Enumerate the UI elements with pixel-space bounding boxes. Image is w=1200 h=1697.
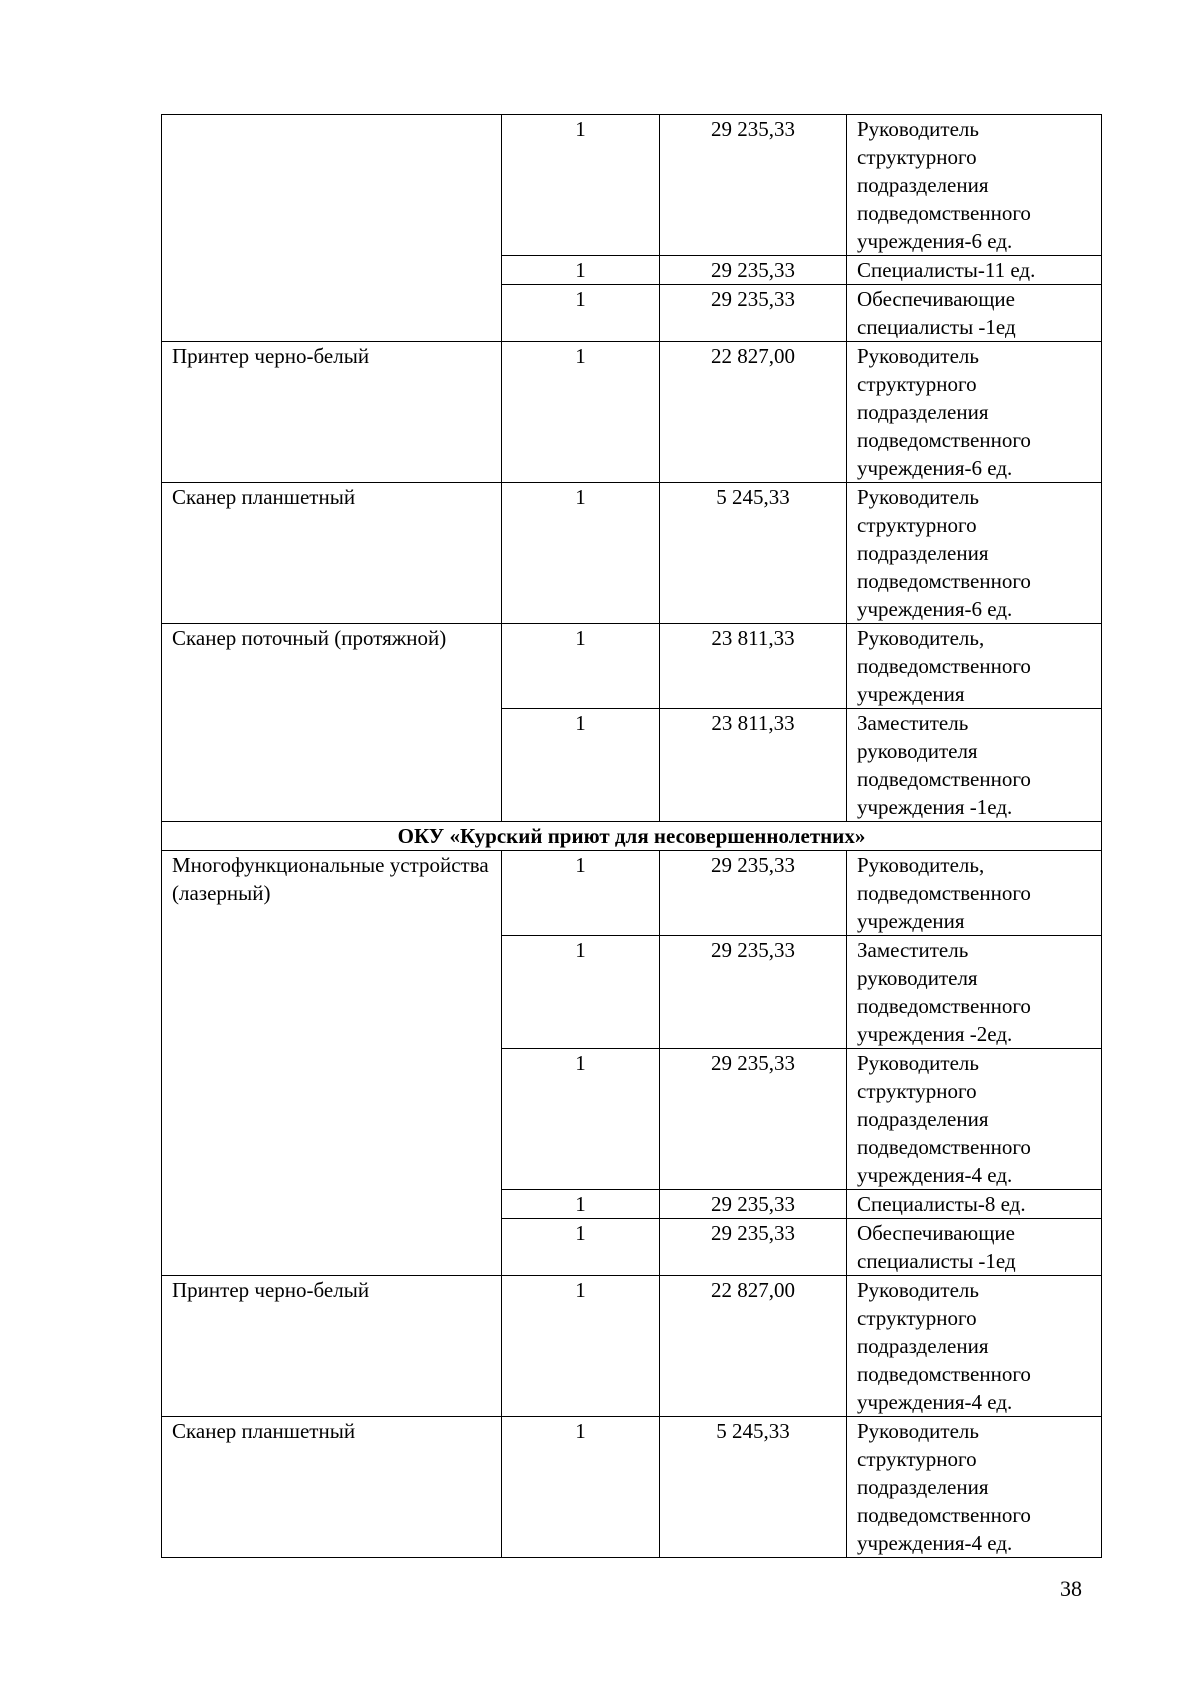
quantity-cell: 1 (502, 1417, 660, 1558)
price-cell: 29 235,33 (660, 115, 847, 256)
section-title: ОКУ «Курский приют для несовершеннолетних» (162, 822, 1102, 851)
table-row (162, 1276, 1102, 1417)
position-cell: Руководитель структурного подразделения подведомственного учреждения-6 ед. (847, 483, 1102, 624)
price-cell: 23 811,33 (660, 709, 847, 822)
price-cell: 29 235,33 (660, 1049, 847, 1190)
item-name-cell: Многофункциональные устройства (лазерный) (162, 851, 502, 1276)
quantity-cell: 1 (502, 936, 660, 1049)
quantity-cell: 1 (502, 1190, 660, 1219)
quantity-cell: 1 (502, 256, 660, 285)
price-cell: 29 235,33 (660, 1219, 847, 1276)
position-cell: Руководитель структурного подразделения подведомственного учреждения-4 ед. (847, 1049, 1102, 1190)
price-cell: 29 235,33 (660, 256, 847, 285)
position-cell: Руководитель структурного подразделения подведомственного учреждения-4 ед. (847, 1417, 1102, 1558)
quantity-cell: 1 (502, 285, 660, 342)
position-cell: Специалисты-8 ед. (847, 1190, 1102, 1219)
quantity-cell: 1 (502, 1219, 660, 1276)
item-name-cell: Принтер черно-белый (162, 342, 502, 483)
position-cell: Заместитель руководителя подведомственного учреждения -1ед. (847, 709, 1102, 822)
price-cell: 29 235,33 (660, 851, 847, 936)
position-cell: Руководитель структурного подразделения подведомственного учреждения-6 ед. (847, 115, 1102, 256)
quantity-cell: 1 (502, 624, 660, 709)
quantity-cell: 1 (502, 115, 660, 256)
quantity-cell: 1 (502, 1049, 660, 1190)
page-number: 38 (1060, 1576, 1082, 1601)
item-name-cell (162, 115, 502, 342)
quantity-cell: 1 (502, 342, 660, 483)
equipment-table (161, 114, 1102, 1558)
price-cell: 22 827,00 (660, 1276, 847, 1417)
item-name-cell: Сканер планшетный (162, 1417, 502, 1558)
position-cell: Руководитель структурного подразделения подведомственного учреждения-6 ед. (847, 342, 1102, 483)
quantity-cell: 1 (502, 851, 660, 936)
position-cell: Руководитель структурного подразделения подведомственного учреждения-4 ед. (847, 1276, 1102, 1417)
position-cell: Специалисты-11 ед. (847, 256, 1102, 285)
price-cell: 29 235,33 (660, 285, 847, 342)
price-cell: 5 245,33 (660, 483, 847, 624)
table-row (162, 624, 1102, 709)
position-cell: Руководитель, подведомственного учреждения (847, 624, 1102, 709)
table-row (162, 483, 1102, 624)
price-cell: 29 235,33 (660, 936, 847, 1049)
position-cell: Обеспечивающие специалисты -1ед (847, 285, 1102, 342)
position-cell: Обеспечивающие специалисты -1ед (847, 1219, 1102, 1276)
table-row (162, 851, 1102, 936)
item-name-cell: Сканер планшетный (162, 483, 502, 624)
quantity-cell: 1 (502, 709, 660, 822)
section-header-row (162, 822, 1102, 851)
table-row (162, 342, 1102, 483)
quantity-cell: 1 (502, 1276, 660, 1417)
table-row (162, 115, 1102, 256)
price-cell: 23 811,33 (660, 624, 847, 709)
price-cell: 22 827,00 (660, 342, 847, 483)
quantity-cell: 1 (502, 483, 660, 624)
position-cell: Заместитель руководителя подведомственного учреждения -2ед. (847, 936, 1102, 1049)
item-name-cell: Принтер черно-белый (162, 1276, 502, 1417)
position-cell: Руководитель, подведомственного учреждения (847, 851, 1102, 936)
table-row (162, 1417, 1102, 1558)
item-name-cell: Сканер поточный (протяжной) (162, 624, 502, 822)
price-cell: 5 245,33 (660, 1417, 847, 1558)
price-cell: 29 235,33 (660, 1190, 847, 1219)
